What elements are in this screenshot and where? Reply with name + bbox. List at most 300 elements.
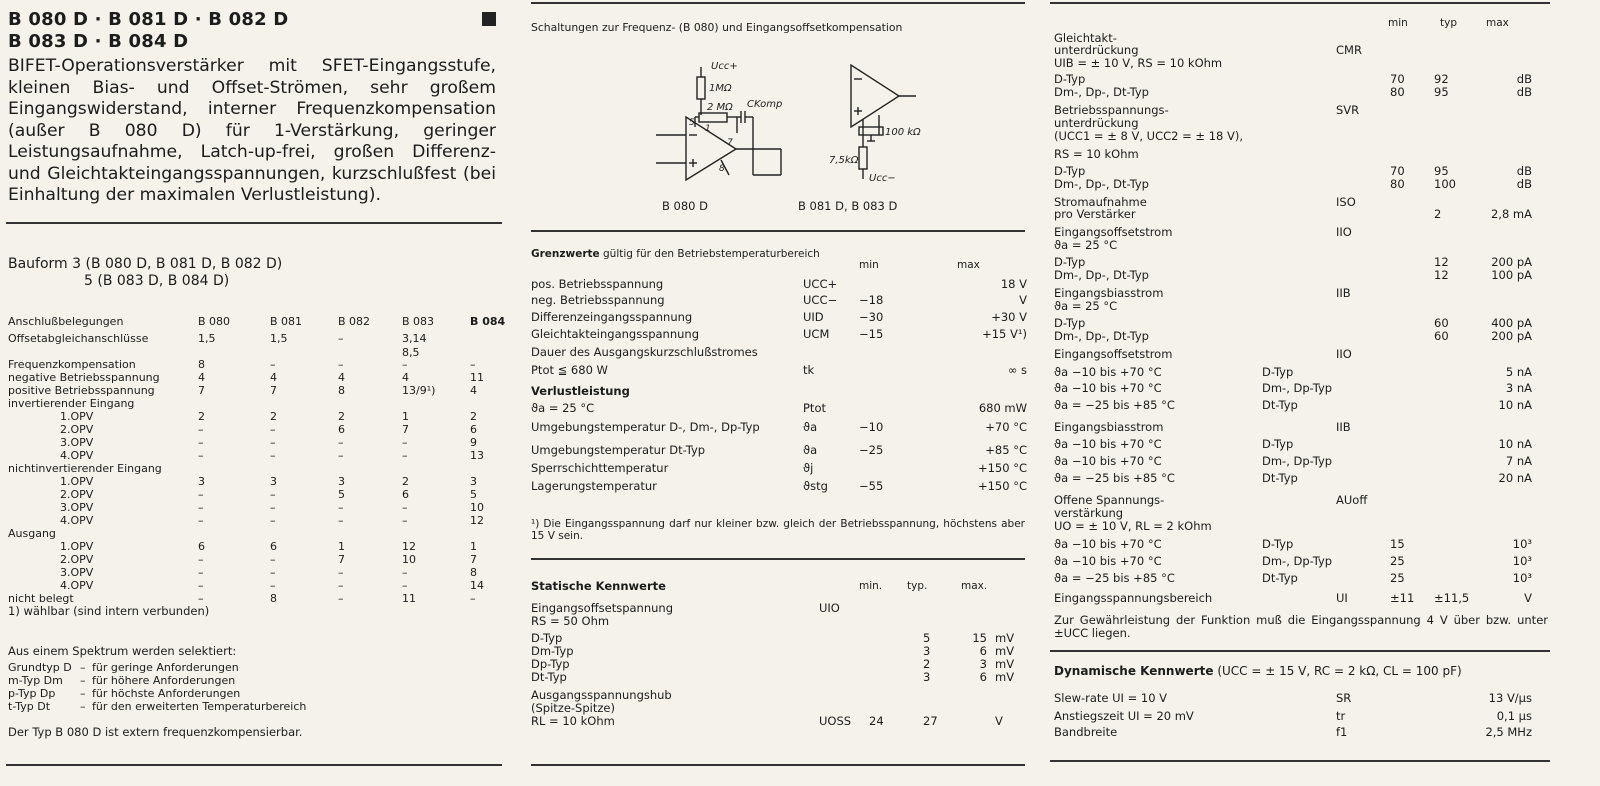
grenzwerte-symbol: UID: [803, 310, 824, 324]
pin-value: 8: [338, 384, 345, 397]
pin-value: –: [402, 566, 408, 579]
char-symbol: CMR: [1336, 43, 1362, 57]
char-max: V: [1524, 591, 1532, 605]
label-r1: 1MΩ: [709, 83, 732, 94]
pin-value: 7: [470, 553, 477, 566]
pin-value: –: [198, 579, 204, 592]
grenzwerte-symbol: Ptot: [803, 401, 826, 415]
grenzwerte-label: neg. Betriebsspannung: [531, 293, 665, 307]
pin-value: 7: [338, 553, 345, 566]
char-label: ϑa −10 bis +70 °C: [1054, 454, 1162, 468]
static-label: D-Typ: [531, 631, 563, 645]
hdr-typ: typ: [1440, 17, 1457, 29]
static-max: 6: [979, 644, 987, 658]
spectrum-type: m-Typ Dm: [8, 674, 63, 687]
characteristics-row: [1050, 382, 1550, 395]
pin-value: 2: [198, 410, 205, 423]
pin-value: –: [198, 449, 204, 462]
pin-row-label: 2.OPV: [60, 423, 94, 436]
char-min: 80: [1390, 177, 1405, 191]
char-label: ϑa = −25 bis +85 °C: [1054, 398, 1175, 412]
pin-value: 6: [470, 423, 477, 436]
spectrum-desc: für höhere Anforderungen: [92, 674, 236, 687]
char-max: 10³: [1512, 537, 1532, 551]
grenzwerte-symbol: UCM: [803, 327, 830, 341]
divider: [1050, 760, 1550, 762]
spectrum-dash: –: [80, 674, 86, 687]
char-env: Dm-, Dp-Typ: [1262, 381, 1333, 395]
pin-row-label: 1.OPV: [60, 410, 94, 423]
char-max: 400 pA: [1491, 316, 1532, 330]
pin-value: 1: [338, 540, 345, 553]
char-max: 200 pA: [1491, 329, 1532, 343]
characteristics-row: [1050, 178, 1550, 191]
pin-value: –: [270, 449, 276, 462]
static-symbol: UOSS: [819, 714, 852, 728]
pin-value: 9: [470, 436, 477, 449]
char-label: ϑa −10 bis +70 °C: [1054, 381, 1162, 395]
char-max: 200 pA: [1491, 255, 1532, 269]
pin-value: 8: [198, 358, 205, 371]
grenzwerte-title: Grenzwerte gültig für den Betriebstemperaturbereich: [531, 248, 820, 260]
dynamic-title: Dynamische Kennwerte (UCC = ± 15 V, RC = 2 kΩ, CL = 100 pF): [1054, 664, 1462, 678]
grenzwerte-label: Dauer des Ausgangskurzschlußstromes: [531, 345, 758, 359]
pin-value: 6: [402, 488, 409, 501]
char-typ: 12: [1434, 255, 1449, 269]
char-symbol: IIO: [1336, 225, 1352, 239]
pin-value: –: [270, 579, 276, 592]
static-row: [531, 632, 1027, 645]
pin-row-label: 3.OPV: [60, 501, 94, 514]
characteristics-row: [1050, 269, 1550, 282]
characteristics-row: [1050, 572, 1550, 585]
grenzwerte-min: −18: [859, 293, 884, 307]
char-label: Dm-, Dp-, Dt-Typ: [1054, 268, 1149, 282]
pin-value: 2: [402, 475, 409, 488]
grenzwerte-label: Gleichtakteingangsspannung: [531, 327, 699, 341]
input-voltage-note: Zur Gewährleistung der Funktion muß die Eingangsspannung 4 V über bzw. unter ±UCC liegen.: [1054, 613, 1548, 640]
char-typ: 100: [1434, 177, 1456, 191]
spectrum-desc: für höchste Anforderungen: [92, 687, 241, 700]
char-label: (UCC1 = ± 8 V, UCC2 = ± 18 V),: [1054, 129, 1243, 143]
pin-value: –: [338, 501, 344, 514]
char-env: Dt-Typ: [1262, 471, 1298, 485]
column-right: [1050, 0, 1550, 786]
pin-value: 2: [270, 410, 277, 423]
dynamic-symbol: tr: [1336, 709, 1346, 723]
dynamic-label: Bandbreite: [1054, 725, 1118, 739]
char-typ: 92: [1434, 72, 1449, 86]
pin-row: [8, 423, 502, 436]
pin-value: –: [338, 436, 344, 449]
column-middle: [531, 0, 1027, 786]
label-ucc-plus: Ucc+: [711, 61, 738, 72]
char-max: dB: [1516, 85, 1532, 99]
pin-row-label: nichtinvertierender Eingang: [8, 462, 162, 475]
static-min-header: min.: [859, 580, 883, 592]
char-label: Dm-, Dp-, Dt-Typ: [1054, 85, 1149, 99]
characteristics-row: [1050, 520, 1550, 533]
grenzwerte-max: +30 V: [991, 310, 1027, 324]
grenzwerte-label: Sperrschichttemperatur: [531, 461, 669, 475]
static-label: Eingangsoffsetspannung: [531, 601, 674, 615]
char-env: Dt-Typ: [1262, 398, 1298, 412]
char-label: ϑa = −25 bis +85 °C: [1054, 571, 1175, 585]
pin-row-label: invertierender Eingang: [8, 397, 135, 410]
char-min: 15: [1390, 537, 1405, 551]
pin-value: 3: [198, 475, 205, 488]
grenzwerte-symbol: tk: [803, 363, 815, 377]
char-label: Eingangsbiasstrom: [1054, 286, 1164, 300]
characteristics-row: [1050, 208, 1550, 221]
pin-row: [8, 462, 502, 475]
char-label: ϑa −10 bis +70 °C: [1054, 537, 1162, 551]
pin-row-label: 4.OPV: [60, 449, 94, 462]
grenzwerte-symbol: ϑa: [803, 443, 818, 457]
pin-row: [8, 475, 502, 488]
pin-value: 8: [270, 592, 277, 605]
pin-row: [8, 371, 502, 384]
schematics-title: Schaltungen zur Frequenz- (B 080) und Eingangsoffsetkompensation: [531, 21, 903, 34]
label-pin7: 7: [727, 138, 733, 148]
pin-value: –: [402, 436, 408, 449]
char-label: ϑa = 25 °C: [1054, 299, 1118, 313]
pin-row-label: 3.OPV: [60, 566, 94, 579]
pin-value: 4: [270, 371, 277, 384]
grenzwerte-row: [531, 421, 1027, 434]
char-max: dB: [1516, 72, 1532, 86]
grenzwerte-row: [531, 444, 1027, 457]
static-row: [531, 671, 1027, 684]
grenzwerte-min: −25: [859, 443, 884, 457]
grenzwerte-symbol: UCC+: [803, 277, 838, 291]
static-min: 24: [869, 714, 884, 728]
grenzwerte-max: 680 mW: [978, 401, 1027, 415]
char-label: Eingangsoffsetstrom: [1054, 225, 1173, 239]
static-title: Statische Kennwerte: [531, 579, 666, 593]
label-pin5: 5: [689, 118, 695, 128]
characteristics-row: [1050, 348, 1550, 361]
dynamic-max: 0,1 µs: [1496, 709, 1532, 723]
char-max: 10³: [1512, 554, 1532, 568]
grenzwerte-row: [531, 480, 1027, 493]
spectrum-dash: –: [80, 661, 86, 674]
pin-value: –: [338, 579, 344, 592]
char-label: unterdrückung: [1054, 116, 1139, 130]
static-unit: mV: [995, 670, 1015, 684]
pin-value: 3: [470, 475, 477, 488]
pin-row: [8, 579, 502, 592]
grenzwerte-max: +150 °C: [977, 479, 1027, 493]
dynamic-label: Slew-rate UI = 10 V: [1054, 691, 1168, 705]
char-label: RS = 10 kOhm: [1054, 147, 1139, 161]
char-label: verstärkung: [1054, 506, 1124, 520]
pin-value: –: [198, 514, 204, 527]
static-row: [531, 645, 1027, 658]
pin-value: 1,5: [198, 332, 216, 345]
grenzwerte-row: [531, 462, 1027, 475]
divider: [531, 2, 1025, 4]
pin-row-label: positive Betriebsspannung: [8, 384, 155, 397]
char-symbol: IIB: [1336, 286, 1351, 300]
pin-value: 4: [338, 371, 345, 384]
pin-row-label: Ausgang: [8, 527, 56, 540]
hdr-max: max: [1486, 17, 1509, 29]
pin-row-label: 2.OPV: [60, 488, 94, 501]
static-row: [531, 615, 1027, 628]
char-label: Offene Spannungs-: [1054, 493, 1165, 507]
static-unit: mV: [995, 644, 1015, 658]
characteristics-row: [1050, 455, 1550, 468]
spectrum-desc: für geringe Anforderungen: [92, 661, 239, 674]
grenzwerte-row: [531, 385, 1027, 398]
pin-value: 10: [402, 553, 416, 566]
pin-value: 11: [402, 592, 416, 605]
characteristics-row: [1050, 494, 1550, 507]
grenzwerte-min-header: min: [859, 259, 879, 271]
label-ckomp: CKomp: [747, 99, 783, 110]
pin-footnote: 1) wählbar (sind intern verbunden): [8, 604, 210, 618]
characteristics-row: [1050, 366, 1550, 379]
pin-value: 14: [470, 579, 484, 592]
char-symbol: IIB: [1336, 420, 1351, 434]
pin-value: –: [270, 423, 276, 436]
grenzwerte-symbol: ϑj: [803, 461, 814, 475]
spectrum-type: p-Typ Dp: [8, 687, 56, 700]
grenzwerte-row: [531, 402, 1027, 415]
dynamic-label: Anstiegszeit UI = 20 mV: [1054, 709, 1194, 723]
divider: [1050, 650, 1550, 652]
grenzwerte-row: [531, 278, 1027, 291]
grenzwerte-row: [531, 328, 1027, 341]
title-line-2: B 083 D · B 084 D: [8, 31, 189, 52]
bauform-line-2: 5 (B 083 D, B 084 D): [84, 273, 230, 289]
static-typ: 5: [923, 631, 931, 645]
char-max: 7 nA: [1505, 454, 1532, 468]
characteristics-row: [1050, 592, 1550, 605]
pin-value: 11: [470, 371, 484, 384]
pin-row: [8, 540, 502, 553]
pin-row: [8, 553, 502, 566]
static-label: Ausgangsspannungshub: [531, 688, 672, 702]
char-min: 25: [1390, 571, 1405, 585]
grenzwerte-symbol: UCC−: [803, 293, 838, 307]
pin-header-col: B 084: [470, 315, 506, 328]
pin-value: 4: [470, 384, 477, 397]
spectrum-row: [8, 700, 502, 713]
static-row: [531, 715, 1027, 728]
grenzwerte-min: −55: [859, 479, 884, 493]
schematic-caption-right: B 081 D, B 083 D: [798, 199, 898, 213]
grenzwerte-label: ϑa = 25 °C: [531, 401, 595, 415]
char-typ: 95: [1434, 85, 1449, 99]
grenzwerte-label: Lagerungstemperatur: [531, 479, 657, 493]
spectrum-intro: Aus einem Spektrum werden selektiert:: [8, 644, 237, 658]
pin-value: 4: [198, 371, 205, 384]
dynamic-symbol: SR: [1336, 691, 1352, 705]
characteristics-row: [1050, 86, 1550, 99]
pin-value: 13/9¹): [402, 384, 436, 397]
pin-value: 10: [470, 501, 484, 514]
column-left: [6, 0, 506, 786]
char-label: D-Typ: [1054, 255, 1086, 269]
characteristics-row: [1050, 330, 1550, 343]
static-max: 15: [972, 631, 987, 645]
static-label: Dt-Typ: [531, 670, 567, 684]
static-typ: 3: [923, 644, 931, 658]
grenzwerte-symbol: ϑa: [803, 420, 818, 434]
char-typ: 60: [1434, 316, 1449, 330]
dynamic-row: [1050, 726, 1550, 739]
pin-value: 3: [338, 475, 345, 488]
pin-value: 8: [470, 566, 477, 579]
char-symbol: AUoff: [1336, 493, 1368, 507]
char-max: 10 nA: [1498, 398, 1532, 412]
pin-row-label: negative Betriebsspannung: [8, 371, 160, 384]
char-env: D-Typ: [1262, 537, 1294, 551]
static-typ: 3: [923, 670, 931, 684]
pin-row: [8, 384, 502, 397]
pin-row-label: Offsetabgleichanschlüsse: [8, 332, 149, 345]
characteristics-row: [1050, 438, 1550, 451]
char-label: ϑa = 25 °C: [1054, 238, 1118, 252]
grenzwerte-max-header: max: [957, 259, 980, 271]
dynamic-max: 2,5 MHz: [1485, 725, 1532, 739]
pin-value: –: [270, 501, 276, 514]
pin-row-label: Frequenzkompensation: [8, 358, 136, 371]
char-label: ϑa −10 bis +70 °C: [1054, 554, 1162, 568]
char-max: 20 nA: [1498, 471, 1532, 485]
grenzwerte-label: pos. Betriebsspannung: [531, 277, 664, 291]
pin-header-label: Anschlußbelegungen: [8, 315, 124, 328]
pin-value: 4: [402, 371, 409, 384]
final-note: Der Typ B 080 D ist extern frequenzkompensierbar.: [8, 725, 303, 739]
char-symbol: ISO: [1336, 195, 1356, 209]
char-label: ϑa −10 bis +70 °C: [1054, 437, 1162, 451]
static-max: 6: [979, 670, 987, 684]
pin-value: –: [402, 501, 408, 514]
static-max: 3: [979, 657, 987, 671]
char-max: dB: [1516, 177, 1532, 191]
pin-value: –: [338, 566, 344, 579]
dynamic-row: [1050, 692, 1550, 705]
char-typ: 95: [1434, 164, 1449, 178]
pin-row: [8, 397, 502, 410]
characteristics-row: [1050, 130, 1550, 143]
static-unit: V: [995, 714, 1003, 728]
static-unit: mV: [995, 631, 1015, 645]
pin-value: 2: [338, 410, 345, 423]
static-typ: 2: [923, 657, 931, 671]
spectrum-desc: für den erweiterten Temperaturbereich: [92, 700, 307, 713]
char-label: Gleichtakt-: [1054, 31, 1117, 45]
grenzwerte-max: +15 V¹): [982, 327, 1027, 341]
spectrum-row: [8, 687, 502, 700]
char-label: D-Typ: [1054, 164, 1086, 178]
pin-row: [8, 410, 502, 423]
char-label: Eingangsbiasstrom: [1054, 420, 1164, 434]
static-label: Dp-Typ: [531, 657, 570, 671]
char-typ: ±11,5: [1434, 591, 1470, 605]
pin-value: –: [198, 488, 204, 501]
pin-value: –: [198, 566, 204, 579]
char-typ: 2: [1434, 207, 1442, 221]
char-label: Betriebsspannungs-: [1054, 103, 1169, 117]
static-label: RL = 10 kOhm: [531, 714, 615, 728]
pin-value: 1: [470, 540, 477, 553]
grenzwerte-min: −10: [859, 420, 884, 434]
char-label: Dm-, Dp-, Dt-Typ: [1054, 329, 1149, 343]
hdr-min: min: [1388, 17, 1408, 29]
schematic-caption-left: B 080 D: [662, 199, 709, 213]
pin-value: –: [198, 553, 204, 566]
pin-value: 12: [470, 514, 484, 527]
char-symbol: IIO: [1336, 347, 1352, 361]
grenzwerte-min: −15: [859, 327, 884, 341]
characteristics-row: [1050, 287, 1550, 300]
spectrum-type: t-Typ Dt: [8, 700, 51, 713]
char-label: ϑa −10 bis +70 °C: [1054, 365, 1162, 379]
static-label: Dm-Typ: [531, 644, 574, 658]
char-symbol: UI: [1336, 591, 1348, 605]
char-label: UIB = ± 10 V, RS = 10 kOhm: [1054, 56, 1223, 70]
pin-value: –: [338, 332, 344, 345]
char-env: Dt-Typ: [1262, 571, 1298, 585]
schematic-b081: [851, 65, 916, 179]
char-max: 5 nA: [1505, 365, 1532, 379]
grenzwerte-footnote: ¹) Die Eingangsspannung darf nur kleiner bzw. gleich der Betriebsspannung, höchstens aber 15 V sein.: [531, 518, 1025, 542]
grenzwerte-label: Verlustleistung: [531, 384, 630, 398]
label-pin8: 8: [719, 164, 725, 174]
characteristics-row: [1050, 538, 1550, 551]
pin-row: [8, 436, 502, 449]
pin-header-col: B 082: [338, 315, 371, 328]
label-r2: 2 MΩ: [707, 102, 733, 113]
pin-row-label: 2.OPV: [60, 553, 94, 566]
static-row: [531, 658, 1027, 671]
characteristics-row: [1050, 226, 1550, 239]
char-typ: 60: [1434, 329, 1449, 343]
char-max: 3 nA: [1505, 381, 1532, 395]
char-label: ϑa = −25 bis +85 °C: [1054, 471, 1175, 485]
grenzwerte-min: −30: [859, 310, 884, 324]
pin-value: –: [270, 488, 276, 501]
spectrum-dash: –: [80, 700, 86, 713]
pin-value: 13: [470, 449, 484, 462]
char-label: Eingangsspannungsbereich: [1054, 591, 1213, 605]
grenzwerte-symbol: ϑstg: [803, 479, 828, 493]
pin-value: 8,5: [402, 346, 420, 359]
char-env: Dm-, Dp-Typ: [1262, 454, 1333, 468]
title-line-1: B 080 D · B 081 D · B 082 D: [8, 9, 289, 30]
pin-row: [8, 358, 502, 371]
pin-value: –: [402, 579, 408, 592]
grenzwerte-row: [531, 346, 1027, 359]
grenzwerte-row: [531, 364, 1027, 377]
pin-value: –: [338, 449, 344, 462]
char-label: unterdrückung: [1054, 43, 1139, 57]
grenzwerte-row: [531, 311, 1027, 324]
spectrum-row: [8, 661, 502, 674]
pin-value: –: [198, 423, 204, 436]
grenzwerte-label: Umgebungstemperatur D-, Dm-, Dp-Typ: [531, 420, 760, 434]
pin-value: –: [402, 358, 408, 371]
pin-value: –: [198, 501, 204, 514]
pin-value: 7: [270, 384, 277, 397]
divider: [6, 222, 502, 224]
pin-row: [8, 514, 502, 527]
spectrum-dash: –: [80, 687, 86, 700]
